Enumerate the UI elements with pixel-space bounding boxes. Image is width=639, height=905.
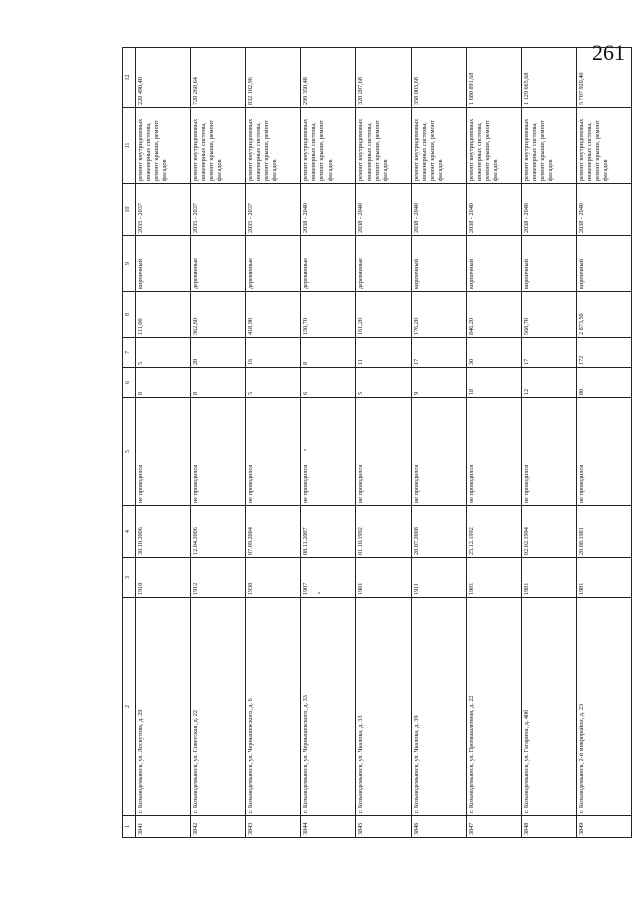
- table-row: [301, 48, 356, 838]
- column-7-cell: 17: [521, 338, 576, 368]
- period-cell: 2038 - 2040: [301, 184, 356, 236]
- area-cell: 846,20: [466, 292, 521, 338]
- wall-material-cell: деревянные: [246, 236, 301, 292]
- row-number-cell: 3849: [576, 816, 631, 838]
- overhaul-status-cell: не проводился: [136, 398, 191, 506]
- area-cell: 176,20: [411, 292, 466, 338]
- overhaul-status-cell: не проводился: [411, 398, 466, 506]
- year-built-cell: 1930: [246, 558, 301, 598]
- rotated-table-container: [122, 48, 632, 838]
- address-cell: г. Козьмодемьянск, ул. Чернышевского, д. 33: [301, 598, 356, 816]
- year-built-cell: 1911: [411, 558, 466, 598]
- work-type-cell: ремонт внутридомовых инженерных системы, ремонт крыши, ремонт фасадов: [521, 108, 576, 184]
- overhaul-status-cell: не проводился: [356, 398, 411, 506]
- column-number: 5: [123, 398, 136, 506]
- column-number: 10: [123, 184, 136, 236]
- column-number: 2: [123, 598, 136, 816]
- column-number: 4: [123, 506, 136, 558]
- table-row: [246, 48, 301, 838]
- column-number: 12: [123, 48, 136, 108]
- area-cell: 362,60: [191, 292, 246, 338]
- row-number-cell: 3841: [136, 816, 191, 838]
- date-cell: 20.08.1981: [576, 506, 631, 558]
- work-type-cell: ремонт внутридомовых инженерных системы, ремонт крыши, ремонт фасадов: [246, 108, 301, 184]
- cost-cell: 832 102,96: [246, 48, 301, 108]
- page-number: 261: [592, 40, 625, 65]
- cost-cell: 1 129 665,68: [521, 48, 576, 108]
- period-cell: 2038 - 2040: [521, 184, 576, 236]
- column-6-cell: 18: [466, 368, 521, 398]
- year-built-cell: 1910: [136, 558, 191, 598]
- area-cell: 150,70: [301, 292, 356, 338]
- year-built-cell: 1907: [301, 558, 356, 598]
- work-type-cell: ремонт внутридомовых инженерных системы, ремонт крыши, ремонт фасадов: [411, 108, 466, 184]
- cost-cell: 350 003,68: [411, 48, 466, 108]
- address-cell: г. Козьмодемьянск, ул. Лоскутова, д. 29: [136, 598, 191, 816]
- column-7-cell: 16: [246, 338, 301, 368]
- period-cell: 2035 - 2037: [136, 184, 191, 236]
- cost-cell: 320 207,68: [356, 48, 411, 108]
- cost-cell: 5 707 920,40: [576, 48, 631, 108]
- column-number: 7: [123, 338, 136, 368]
- address-cell: г. Козьмодемьянск, ул. Советская, д. 22: [191, 598, 246, 816]
- table-row: [411, 48, 466, 838]
- date-cell: 12.04.2006: [191, 506, 246, 558]
- row-number-cell: 3847: [466, 816, 521, 838]
- table-row: [136, 48, 191, 838]
- row-number-cell: 3848: [521, 816, 576, 838]
- column-7-cell: 30: [466, 338, 521, 368]
- wall-material-cell: кирпичный: [521, 236, 576, 292]
- overhaul-status-cell: не проводился: [521, 398, 576, 506]
- row-number-cell: 3843: [246, 816, 301, 838]
- work-type-cell: ремонт внутридомовых инженерных системы, ремонт крыши, ремонт фасадов: [191, 108, 246, 184]
- table-row: [356, 48, 411, 838]
- wall-material-cell: деревянные: [301, 236, 356, 292]
- column-number: 8: [123, 292, 136, 338]
- column-6-cell: 80: [576, 368, 631, 398]
- cost-cell: 1 680 891,68: [466, 48, 521, 108]
- column-7-cell: 8: [301, 338, 356, 368]
- table-row: [521, 48, 576, 838]
- column-7-cell: 5: [136, 338, 191, 368]
- cost-cell: 720 268,64: [191, 48, 246, 108]
- address-cell: г. Козьмодемьянск, 2-й микрорайон, д. 23: [576, 598, 631, 816]
- year-built-cell: 1981: [466, 558, 521, 598]
- wall-material-cell: кирпичный: [411, 236, 466, 292]
- overhaul-status-cell: не проводился: [576, 398, 631, 506]
- date-cell: 08.11.2007: [301, 506, 356, 558]
- date-cell: 28.07.2008: [411, 506, 466, 558]
- date-cell: 02.02.1994: [521, 506, 576, 558]
- area-cell: 111,00: [136, 292, 191, 338]
- column-7-cell: 172: [576, 338, 631, 368]
- address-cell: г. Козьмодемьянск, ул. Гагарина, д. 40б: [521, 598, 576, 816]
- overhaul-status-cell: не проводился: [191, 398, 246, 506]
- date-cell: 07.09.2004: [246, 506, 301, 558]
- row-number-cell: 3846: [411, 816, 466, 838]
- year-built-cell: 1901: [356, 558, 411, 598]
- year-built-cell: 1981: [521, 558, 576, 598]
- wall-material-cell: деревянные: [191, 236, 246, 292]
- date-cell: 30.10.2006: [136, 506, 191, 558]
- cost-cell: 299 350,48: [301, 48, 356, 108]
- period-cell: 2038 - 2040: [466, 184, 521, 236]
- table-row: [191, 48, 246, 838]
- overhaul-status-cell: не проводился: [246, 398, 301, 506]
- column-6-cell: 5: [246, 368, 301, 398]
- address-cell: г. Козьмодемьянск, ул. Чкалова, д. 39: [411, 598, 466, 816]
- area-cell: 418,90: [246, 292, 301, 338]
- work-type-cell: ремонт внутридомовых инженерных системы, ремонт крыши, ремонт фасадов: [136, 108, 191, 184]
- period-cell: 2038 - 2040: [356, 184, 411, 236]
- table-row: [576, 48, 631, 838]
- wall-material-cell: кирпичный: [136, 236, 191, 292]
- area-cell: 568,70: [521, 292, 576, 338]
- period-cell: 2038 - 2040: [576, 184, 631, 236]
- column-number: 6: [123, 368, 136, 398]
- row-number-cell: 3844: [301, 816, 356, 838]
- work-type-cell: ремонт внутридомовых инженерных системы, ремонт крыши, ремонт фасадов: [301, 108, 356, 184]
- column-number: 9: [123, 236, 136, 292]
- row-number-cell: 3842: [191, 816, 246, 838]
- column-number: 3: [123, 558, 136, 598]
- date-cell: 25.12.1992: [466, 506, 521, 558]
- work-type-cell: ремонт внутридомовых инженерных системы, ремонт крыши, ремонт фасадов: [466, 108, 521, 184]
- area-cell: 2 873,50: [576, 292, 631, 338]
- overhaul-status-cell: не проводился: [301, 398, 356, 506]
- column-6-cell: 12: [521, 368, 576, 398]
- work-type-cell: ремонт внутридомовых инженерных системы, ремонт крыши, ремонт фасадов: [356, 108, 411, 184]
- year-built-cell: 1912: [191, 558, 246, 598]
- wall-material-cell: деревянные: [356, 236, 411, 292]
- address-cell: г. Козьмодемьянск, ул. Чернышевского, д. 6: [246, 598, 301, 816]
- wall-material-cell: кирпичный: [576, 236, 631, 292]
- column-number: 1: [123, 816, 136, 838]
- address-cell: г. Козьмодемьянск, ул. Промышленная, д. 22: [466, 598, 521, 816]
- address-cell: г. Козьмодемьянск, ул. Чкалова, д. 33: [356, 598, 411, 816]
- cost-cell: 220 490,40: [136, 48, 191, 108]
- row-number-cell: 3845: [356, 816, 411, 838]
- area-cell: 161,20: [356, 292, 411, 338]
- column-6-cell: 8: [191, 368, 246, 398]
- date-cell: 01.10.1992: [356, 506, 411, 558]
- column-6-cell: 5: [356, 368, 411, 398]
- column-number: 11: [123, 108, 136, 184]
- table-row: [466, 48, 521, 838]
- year-built-cell: 1981: [576, 558, 631, 598]
- period-cell: 2038 - 2040: [411, 184, 466, 236]
- column-6-cell: 8: [136, 368, 191, 398]
- column-6-cell: 6: [301, 368, 356, 398]
- overhaul-status-cell: не проводился: [466, 398, 521, 506]
- wall-material-cell: кирпичный: [466, 236, 521, 292]
- period-cell: 2035 - 2037: [246, 184, 301, 236]
- column-6-cell: 9: [411, 368, 466, 398]
- column-7-cell: 17: [411, 338, 466, 368]
- register-table: [122, 47, 632, 838]
- work-type-cell: ремонт внутридомовых инженерных системы, ремонт крыши, ремонт фасадов: [576, 108, 631, 184]
- column-7-cell: 20: [191, 338, 246, 368]
- column-7-cell: 11: [356, 338, 411, 368]
- period-cell: 2035 - 2037: [191, 184, 246, 236]
- column-number-row: [123, 48, 136, 838]
